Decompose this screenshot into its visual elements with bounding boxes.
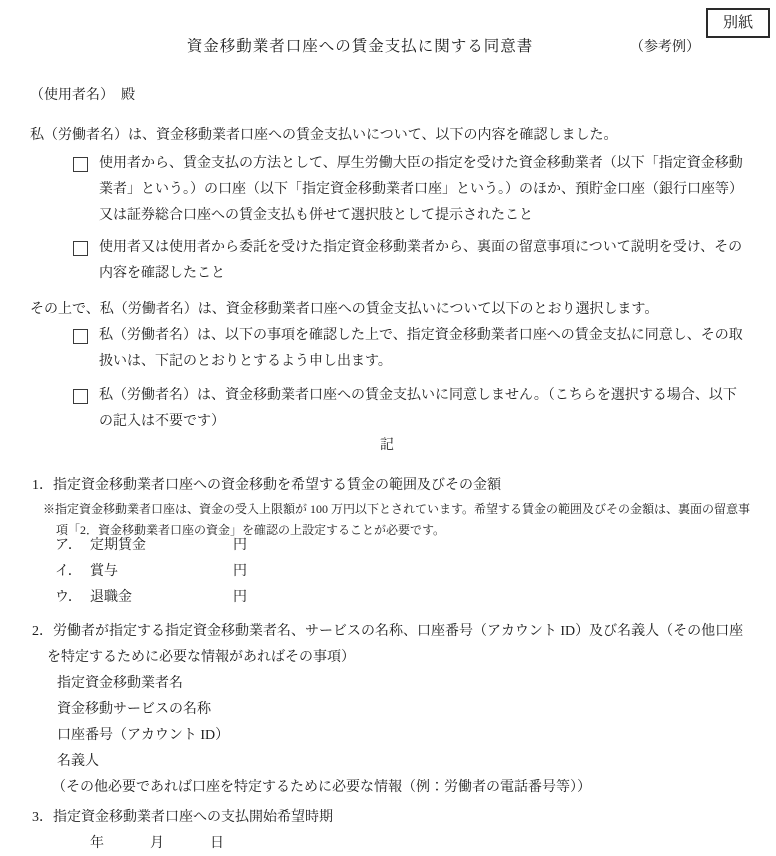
field-account-number: 口座番号（アカウント ID）: [57, 728, 230, 743]
title-row: [0, 34, 776, 61]
field-provider-name: 指定資金移動業者名: [57, 676, 183, 691]
checkbox[interactable]: [73, 389, 88, 404]
wage-rows: [0, 533, 776, 611]
row-kana: イ．: [55, 564, 82, 579]
selection-lead: その上で、私（労働者名）は、資金移動業者口座への賃金支払いについて以下のとおり選択します。: [30, 302, 659, 317]
section1-note: ※指定資金移動業者口座は、資金の受入上限額が 100 万円以下とされています。希望する賃金の範囲及びその金額は、裏面の留意事項「2．資金移動業者口座の資金」を確認の上設定することが必要です。: [43, 502, 751, 537]
row-kana: ア．: [55, 538, 82, 553]
attachment-tag-box: 別紙: [706, 8, 770, 38]
record-marker: 記: [380, 438, 396, 453]
section3-heading: 3．指定資金移動業者口座への支払開始希望時期: [32, 810, 333, 825]
checkbox[interactable]: [73, 329, 88, 344]
reference-note: （参考例）: [630, 40, 700, 55]
confirm-item-1: [0, 151, 776, 229]
confirm-item-2: [0, 235, 776, 287]
selection-item-text: 私（労働者名）は、以下の事項を確認した上で、指定資金移動業者口座への賃金支払に同意し、その取扱いは、下記のとおりとするよう申し出ます。: [99, 328, 743, 369]
row-label: 定期賃金: [90, 538, 146, 553]
field-other-info: （その他必要であれば口座を特定するために必要な情報（例：労働者の電話番号等））: [52, 780, 591, 795]
addressee-line: （使用者名） 殿: [30, 88, 135, 103]
selection-item-disagree: [0, 383, 776, 435]
selection-item-agree: [0, 323, 776, 375]
row-kana: ウ．: [55, 590, 82, 605]
yen-unit: 円: [233, 564, 247, 579]
yen-unit: 円: [233, 590, 247, 605]
section2-heading: 2．労働者が指定する指定資金移動業者名、サービスの名称、口座番号（アカウント ID）及び名義人（その他口座を特定するために必要な情報があればその事項）: [32, 624, 744, 665]
section1-heading: 1．指定資金移動業者口座への資金移動を希望する賃金の範囲及びその金額: [32, 478, 501, 493]
wage-row-retirement: [0, 585, 776, 611]
checkbox[interactable]: [73, 157, 88, 172]
wage-row-bonus: [0, 559, 776, 585]
section2-fields: [0, 671, 776, 801]
field-holder-name: 名義人: [57, 754, 99, 769]
checkbox[interactable]: [73, 241, 88, 256]
page-title: 資金移動業者口座への賃金支払に関する同意書: [186, 38, 534, 55]
row-label: 退職金: [90, 590, 132, 605]
row-label: 賞与: [90, 564, 118, 579]
start-date-line: [90, 831, 776, 856]
selection-item-text: 私（労働者名）は、資金移動業者口座への賃金支払いに同意しません。（こちらを選択する場合、以下の記入は不要です）: [99, 388, 737, 429]
confirm-item-text: 使用者又は使用者から委託を受けた指定資金移動業者から、裏面の留意事項について説明を受け、その内容を確認したこと: [99, 240, 743, 281]
date-day-label: 日: [210, 836, 224, 851]
field-service-name: 資金移動サービスの名称: [57, 702, 211, 717]
date-year-label: 年: [90, 836, 104, 851]
yen-unit: 円: [233, 538, 247, 553]
date-month-label: 月: [150, 836, 164, 851]
confirmation-lead: 私（労働者名）は、資金移動業者口座への賃金支払いについて、以下の内容を確認しました。: [30, 128, 618, 143]
confirm-item-text: 使用者から、賃金支払の方法として、厚生労働大臣の指定を受けた資金移動業者（以下「指定資金移動業者」という。）の口座（以下「指定資金移動業者口座」という。）のほか、預貯金口座（銀行口座等）又は証券総合口座への賃金支払も併せて選択肢として提示されたこと: [99, 156, 743, 223]
